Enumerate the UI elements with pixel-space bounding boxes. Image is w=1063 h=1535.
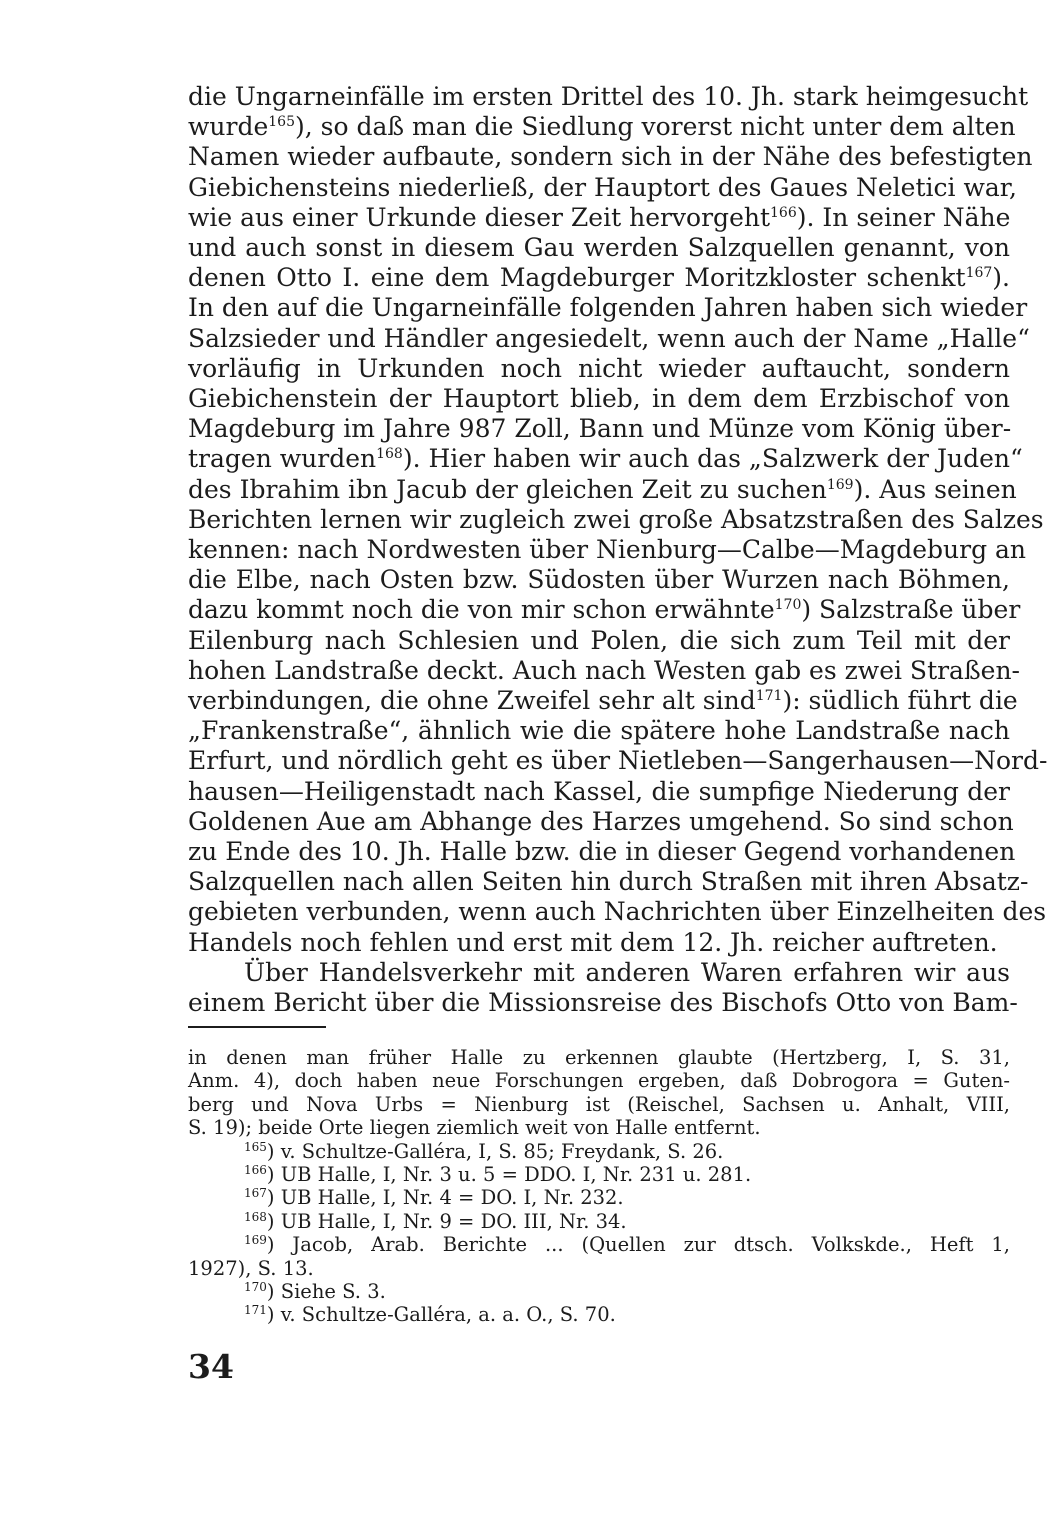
text-line [188, 203, 1010, 233]
text-segment: ), so daß man die Siedlung vorerst nicht unter dem alten [294, 112, 1016, 142]
footnote-text: ) Jacob, Arab. Berichte ... (Quellen zur dtsch. Volkskde., Heft 1, [266, 1233, 1010, 1257]
text-segment: ) Salzstraße über [801, 595, 1021, 625]
footnote-reference: 171 [755, 688, 783, 705]
footnote-reference: 166 [770, 204, 797, 221]
body-text [188, 82, 1048, 1018]
text-segment: ): südlich führt die [782, 686, 1018, 716]
text-line: Berichten lernen wir zugleich zwei große Absatzstraßen des Salzes [188, 504, 1044, 534]
text-line: Giebichenstein der Hauptort blieb, in dem dem Erzbischof von [188, 384, 1010, 414]
footnote-reference: 169 [826, 476, 854, 493]
text-line: Salzquellen nach allen Seiten hin durch Straßen mit ihren Absatz- [188, 867, 1029, 897]
text-line [188, 595, 1021, 625]
text-line: Giebichensteins niederließ, der Hauptort des Gaues Neletici war, [188, 172, 1017, 202]
text-line: gebieten verbunden, wenn auch Nachrichten über Einzelheiten des [188, 897, 1047, 927]
footnote-text: ) v. Schultze-Galléra, a. a. O., S. 70. [266, 1303, 616, 1327]
text-line: Über Handelsverkehr mit anderen Waren erfahren wir aus [244, 957, 1010, 987]
footnote-number: 166 [244, 1163, 267, 1178]
text-line: Magdeburg im Jahre 987 Zoll, Bann und Münze vom König über- [188, 414, 1012, 444]
text-segment: verbindungen, die ohne Zweifel sehr alt sind [188, 686, 756, 716]
text-segment: ). [992, 263, 1010, 293]
text-line [188, 263, 1010, 293]
footnotes [188, 1046, 1010, 1327]
footnote-text: ) UB Halle, I, Nr. 9 = DO. III, Nr. 34. [266, 1209, 627, 1233]
text-line: zu Ende des 10. Jh. Halle bzw. die in dieser Gegend vorhandenen [188, 837, 1016, 867]
footnote-line: berg und Nova Urbs = Nienburg ist (Reischel, Sachsen u. Anhalt, VIII, [188, 1092, 1010, 1116]
text-line: Namen wieder aufbaute, sondern sich in der Nähe des befestigten [188, 142, 1033, 172]
text-line: und auch sonst in diesem Gau werden Salzquellen genannt, von [188, 233, 1010, 263]
footnote-line [188, 1140, 1010, 1163]
text-segment: wie aus einer Urkunde dieser Zeit hervorgeht [188, 202, 771, 232]
footnote-line: 1927), S. 13. [188, 1256, 314, 1280]
footnote-line [188, 1233, 1010, 1256]
footnote-line [188, 1280, 1010, 1303]
footnote-line: in denen man früher Halle zu erkennen glaubte (Hertzberg, I, S. 31, [188, 1046, 1010, 1069]
text-line: vorläufig in Urkunden noch nicht wieder auftaucht, sondern [188, 353, 1010, 383]
text-line [188, 686, 1018, 716]
footnote-number: 168 [244, 1209, 267, 1224]
text-segment: dazu kommt noch die von mir schon erwähnte [188, 595, 775, 625]
page-number: 34 [188, 1347, 234, 1386]
text-line: Handels noch fehlen und erst mit dem 12. Jh. reicher auftreten. [188, 927, 998, 957]
text-line: die Elbe, nach Osten bzw. Südosten über Wurzen nach Böhmen, [188, 565, 1010, 595]
footnote-text: ) Siehe S. 3. [266, 1280, 386, 1304]
text-segment: ). In seiner Nähe [796, 202, 1011, 232]
footnote-reference: 168 [376, 446, 403, 463]
footnote-reference: 167 [965, 265, 993, 282]
text-segment: ). Hier haben wir auch das „Salzwerk der Juden“ [402, 444, 1023, 474]
footnote-text: ) UB Halle, I, Nr. 3 u. 5 = DDO. I, Nr. 231 u. 281. [266, 1163, 752, 1187]
text-segment: des Ibrahim ibn Jacub der gleichen Zeit zu suchen [188, 474, 827, 504]
text-line [188, 112, 1016, 142]
text-segment: tragen wurden [188, 444, 377, 474]
footnote-text: ) UB Halle, I, Nr. 4 = DO. I, Nr. 232. [266, 1186, 624, 1210]
footnote-reference: 165 [268, 114, 295, 131]
text-line: Goldenen Aue am Abhange des Harzes umgehend. So sind schon [188, 806, 1014, 836]
text-line [188, 474, 1017, 505]
text-segment: denen Otto I. eine dem Magdeburger Moritzkloster schenkt [188, 263, 966, 293]
text-line: einem Bericht über die Missionsreise des Bischofs Otto von Bam- [188, 988, 1018, 1018]
footnote-line [188, 1186, 1010, 1209]
text-line: Erfurt, und nördlich geht es über Nietleben—Sangerhausen—Nord- [188, 746, 1048, 776]
footnote-number: 170 [244, 1280, 267, 1295]
footnote-number: 167 [244, 1186, 267, 1201]
text-line: Salzsieder und Händler angesiedelt, wenn auch der Name „Halle“ [188, 323, 1030, 353]
footnote-text: ) v. Schultze-Galléra, I, S. 85; Freydank, S. 26. [266, 1139, 724, 1163]
footnote-number: 165 [244, 1139, 267, 1154]
text-line [188, 444, 1023, 474]
footnote-separator [188, 1026, 326, 1028]
text-segment: wurde [188, 112, 269, 142]
footnote-line: Anm. 4), doch haben neue Forschungen ergeben, daß Dobrogora = Guten- [188, 1069, 1010, 1093]
text-line: hohen Landstraße deckt. Auch nach Westen gab es zwei Straßen- [188, 655, 1021, 685]
text-line: In den auf die Ungarneinfälle folgenden Jahren haben sich wieder [188, 293, 1028, 323]
text-segment: ). Aus seinen [853, 474, 1017, 504]
text-line: hausen—Heiligenstadt nach Kassel, die sumpfige Niederung der [188, 776, 1010, 806]
footnote-number: 171 [244, 1303, 267, 1318]
footnote-line: S. 19); beide Orte liegen ziemlich weit von Halle entfernt. [188, 1116, 761, 1140]
footnote-line [188, 1303, 1010, 1326]
footnote-line [188, 1163, 1010, 1186]
text-line: die Ungarneinfälle im ersten Drittel des 10. Jh. stark heimgesucht [188, 82, 1029, 111]
footnote-number: 169 [244, 1233, 267, 1248]
text-line: kennen: nach Nordwesten über Nienburg—Calbe—Magdeburg an [188, 535, 1027, 565]
text-line: „Frankenstraße“, ähnlich wie die spätere hohe Landstraße nach [188, 716, 1010, 746]
footnote-line [188, 1210, 1010, 1233]
text-line: Eilenburg nach Schlesien und Polen, die sich zum Teil mit der [188, 625, 1010, 655]
footnote-reference: 170 [774, 597, 802, 614]
